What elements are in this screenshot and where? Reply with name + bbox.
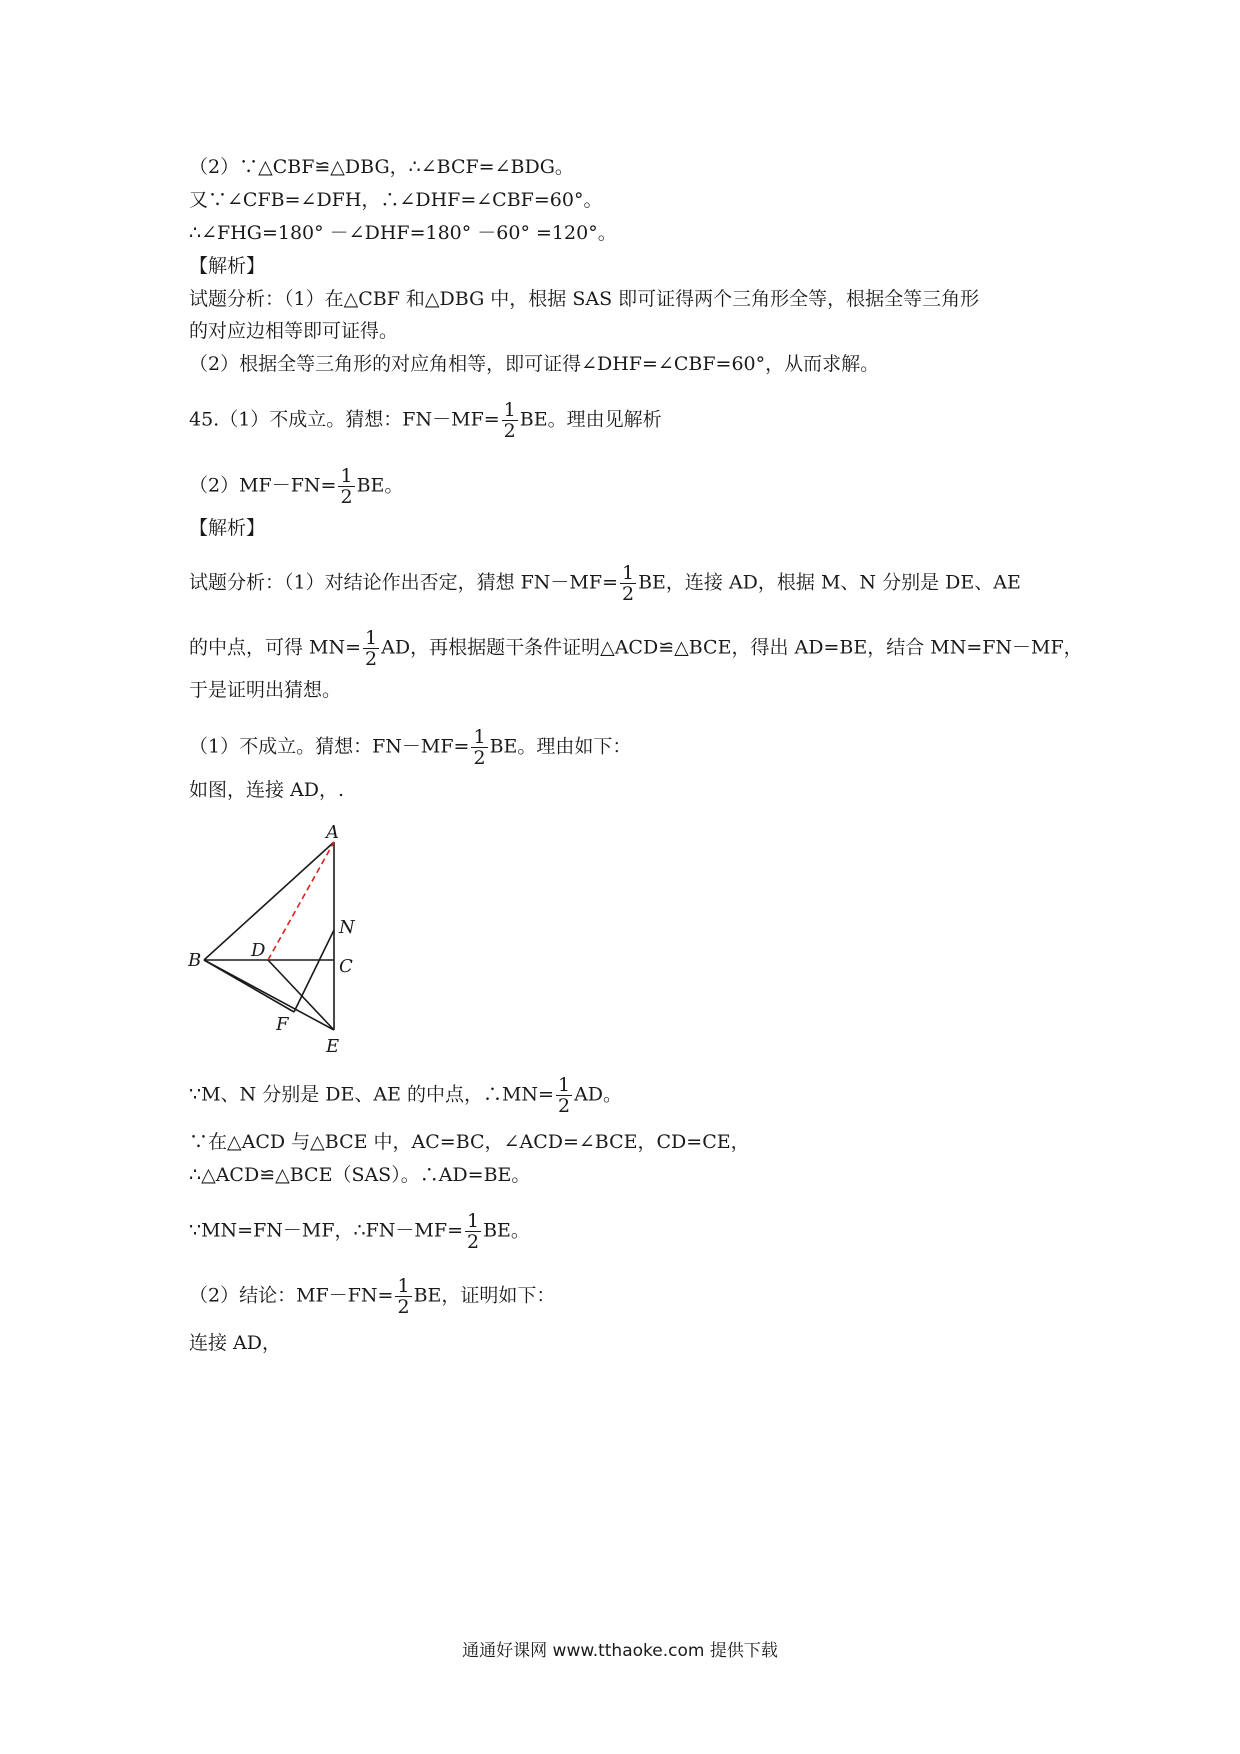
line-2: 又∵∠CFB=∠DFH，∴∠DHF=∠CBF=60°。 xyxy=(189,189,603,211)
page-footer: 通通好课网 www.tthaoke.com 提供下载 xyxy=(462,1641,778,1661)
fraction-half: $\frac{1}{2}$ xyxy=(397,1275,410,1318)
analysis-line-2: 的中点，可得 MN= $\frac{1}{2}$ AD，再根据题干条件证明△ACD≌△BCE，得出 AD=BE，结合 MN=FN－MF， xyxy=(189,627,1083,670)
triangle-diagram xyxy=(186,820,366,1065)
segment-ad-dashed xyxy=(268,842,334,960)
fraction-half: $\frac{1}{2}$ xyxy=(473,726,486,769)
segment-bf xyxy=(204,960,294,1012)
label-c: C xyxy=(339,956,353,977)
line-5: 试题分析：（1）在△CBF 和△DBG 中，根据 SAS 即可证得两个三角形全等，根据全等三角形 xyxy=(189,288,980,310)
label-b: B xyxy=(188,950,202,971)
segment-fn xyxy=(294,930,334,1012)
proof-line-2: ∵在△ACD 与△BCE 中，AC=BC，∠ACD=∠BCE，CD=CE， xyxy=(189,1131,750,1153)
analysis-line-3: 于是证明出猜想。 xyxy=(189,679,342,701)
proof-line-3: ∴△ACD≌△BCE（SAS）。∴AD=BE。 xyxy=(189,1164,531,1186)
connect-line-2: 连接 AD， xyxy=(189,1332,281,1354)
label-e: E xyxy=(326,1036,340,1057)
line-6: 的对应边相等即可证得。 xyxy=(189,320,399,342)
proof-line-1: ∵M、N 分别是 DE、AE 的中点，∴MN= $\frac{1}{2}$ AD。 xyxy=(189,1074,623,1117)
analysis-heading-2: 【解析】 xyxy=(189,517,266,539)
q45-line xyxy=(189,400,662,441)
analysis-line-1: 试题分析：（1）对结论作出否定，猜想 FN－MF= $\frac{1}{2}$ BE，连接 AD，根据 M、N 分别是 DE、AE xyxy=(189,562,1021,605)
fraction-half: $\frac{1}{2}$ xyxy=(340,465,353,508)
q45-pre: 45.（1）不成立。猜想：FN－MF= xyxy=(189,408,500,431)
fraction-half: $\frac{1}{2}$ xyxy=(622,562,635,605)
analysis-heading-1: 【解析】 xyxy=(189,255,266,277)
line-7: （2）根据全等三角形的对应角相等，即可证得∠DHF=∠CBF=60°，从而求解。 xyxy=(189,353,880,375)
proof-line-4: ∵MN=FN－MF，∴FN－MF= $\frac{1}{2}$ BE。 xyxy=(189,1210,530,1253)
geometry-figure xyxy=(186,820,366,1069)
fraction-half: $\frac{1}{2}$ xyxy=(503,399,516,442)
label-a: A xyxy=(326,822,339,843)
line-1: （2）∵△CBF≌△DBG，∴∠BCF=∠BDG。 xyxy=(189,156,574,178)
part2-line: （2）结论：MF－FN= $\frac{1}{2}$ BE，证明如下： xyxy=(189,1275,556,1318)
fraction-half: $\frac{1}{2}$ xyxy=(557,1074,571,1117)
fraction-half: $\frac{1}{2}$ xyxy=(467,1210,480,1253)
label-n: N xyxy=(339,917,355,938)
part1-line: （1）不成立。猜想：FN－MF= $\frac{1}{2}$ BE。理由如下： xyxy=(189,726,632,769)
line-3: ∴∠FHG=180° －∠DHF=180° －60° =120°。 xyxy=(189,222,617,244)
q45-2-line: （2）MF－FN= $\frac{1}{2}$ BE。 xyxy=(189,465,404,508)
segment-ab xyxy=(204,842,334,960)
label-d: D xyxy=(251,940,266,961)
fraction-half: $\frac{1}{2}$ xyxy=(365,627,378,670)
label-f: F xyxy=(276,1014,289,1035)
q45-post: BE。理由见解析 xyxy=(519,408,662,431)
connect-line-1: 如图，连接 AD，. xyxy=(189,779,345,801)
